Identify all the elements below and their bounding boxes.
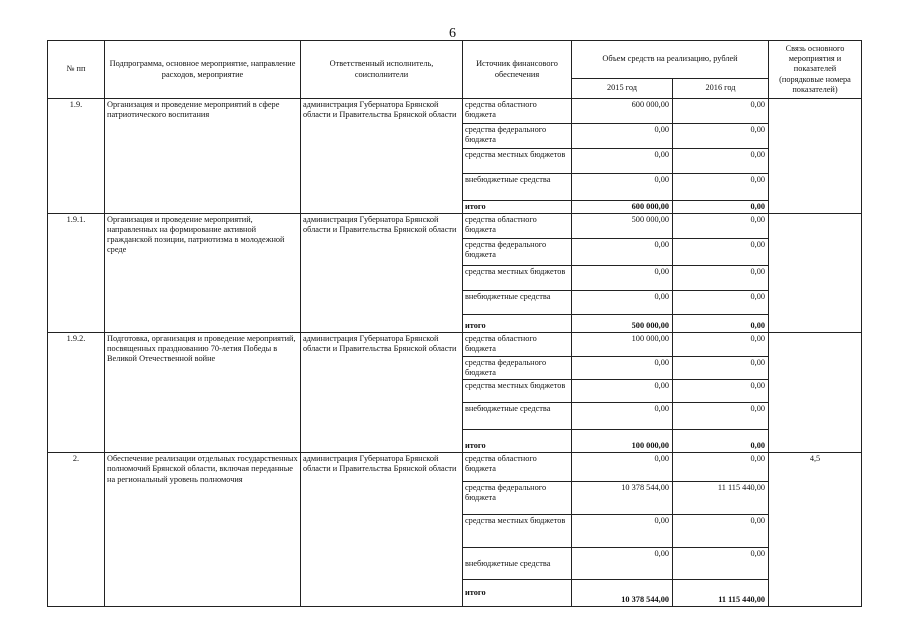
row-num: 2. [48,453,105,607]
value-2015: 600 000,00 [572,201,673,214]
row-program: Организация и проведение мероприятий, направленных на формирование активной гражданской позиции, патриотизма в молодежной среде [105,214,301,333]
value-2015: 0,00 [572,515,673,548]
row-link: 4,5 [769,453,862,607]
value-2015: 0,00 [572,124,673,149]
value-2016: 0,00 [673,149,769,174]
source-cell: средства областного бюджета [463,333,572,357]
value-2015: 100 000,00 [572,430,673,453]
source-cell: средства областного бюджета [463,453,572,482]
source-cell: итого [463,430,572,453]
row-link [769,214,862,333]
source-cell: средства местных бюджетов [463,380,572,403]
value-2016: 0,00 [673,291,769,315]
source-cell: внебюджетные средства [463,174,572,201]
row-program: Обеспечение реализации отдельных государственных полномочий Брянской области, включая переданные на региональный уровень полномочия [105,453,301,607]
value-2016: 0,00 [673,548,769,580]
value-2015: 0,00 [572,548,673,580]
budget-table [47,40,862,607]
page-number: 6 [449,26,456,41]
table-row [48,214,862,239]
header-volume: Объем средств на реализацию, рублей [572,41,769,79]
value-2016: 11 115 440,00 [673,580,769,607]
source-cell: средства федерального бюджета [463,239,572,266]
value-2016: 0,00 [673,201,769,214]
row-link [769,99,862,214]
value-2015: 0,00 [572,380,673,403]
row-num: 1.9. [48,99,105,214]
table-row [48,453,862,482]
value-2016: 0,00 [673,239,769,266]
row-program: Подготовка, организация и проведение мероприятий, посвященных празднованию 70-летия Победы в Великой Отечественной войне [105,333,301,453]
source-cell: средства местных бюджетов [463,515,572,548]
header-executor: Ответственный исполнитель, соисполнители [301,41,463,99]
source-cell: внебюджетные средства [463,548,572,580]
source-cell: внебюджетные средства [463,291,572,315]
value-2015: 0,00 [572,174,673,201]
row-executor: администрация Губернатора Брянской области и Правительства Брянской области [301,453,463,607]
value-2015: 0,00 [572,291,673,315]
value-2016: 0,00 [673,403,769,430]
value-2015: 100 000,00 [572,333,673,357]
table-row [48,333,862,357]
source-cell: средства областного бюджета [463,99,572,124]
row-executor: администрация Губернатора Брянской области и Правительства Брянской области [301,99,463,214]
header-link: Связь основного мероприятия и показателей (порядковые номера показателей) [769,41,862,99]
header-program: Подпрограмма, основное мероприятие, направление расходов, мероприятие [105,41,301,99]
source-cell: итого [463,315,572,333]
value-2016: 0,00 [673,515,769,548]
source-cell: средства областного бюджета [463,214,572,239]
value-2016: 0,00 [673,315,769,333]
header-year-2016: 2016 год [673,79,769,99]
source-cell: средства местных бюджетов [463,149,572,174]
value-2016: 0,00 [673,357,769,380]
value-2015: 10 378 544,00 [572,580,673,607]
value-2015: 500 000,00 [572,315,673,333]
row-executor: администрация Губернатора Брянской области и Правительства Брянской области [301,333,463,453]
row-executor: администрация Губернатора Брянской области и Правительства Брянской области [301,214,463,333]
header-year-2015: 2015 год [572,79,673,99]
value-2015: 0,00 [572,403,673,430]
source-cell: итого [463,580,572,607]
header-source: Источник финансового обеспечения [463,41,572,99]
value-2015: 0,00 [572,266,673,291]
table-row [48,99,862,124]
source-cell: средства местных бюджетов [463,266,572,291]
value-2015: 0,00 [572,149,673,174]
value-2015: 0,00 [572,239,673,266]
value-2015: 600 000,00 [572,99,673,124]
value-2015: 10 378 544,00 [572,482,673,515]
source-cell: внебюджетные средства [463,403,572,430]
source-cell: средства федерального бюджета [463,357,572,380]
header-num: № пп [48,41,105,99]
source-cell: средства федерального бюджета [463,124,572,149]
source-cell: средства федерального бюджета [463,482,572,515]
value-2016: 11 115 440,00 [673,482,769,515]
row-num: 1.9.1. [48,214,105,333]
row-program: Организация и проведение мероприятий в сфере патриотического воспитания [105,99,301,214]
value-2016: 0,00 [673,266,769,291]
value-2016: 0,00 [673,430,769,453]
value-2016: 0,00 [673,453,769,482]
row-num: 1.9.2. [48,333,105,453]
value-2016: 0,00 [673,333,769,357]
value-2016: 0,00 [673,214,769,239]
source-cell: итого [463,201,572,214]
value-2016: 0,00 [673,174,769,201]
value-2015: 0,00 [572,453,673,482]
value-2016: 0,00 [673,380,769,403]
value-2016: 0,00 [673,124,769,149]
value-2015: 500 000,00 [572,214,673,239]
row-link [769,333,862,453]
value-2016: 0,00 [673,99,769,124]
value-2015: 0,00 [572,357,673,380]
